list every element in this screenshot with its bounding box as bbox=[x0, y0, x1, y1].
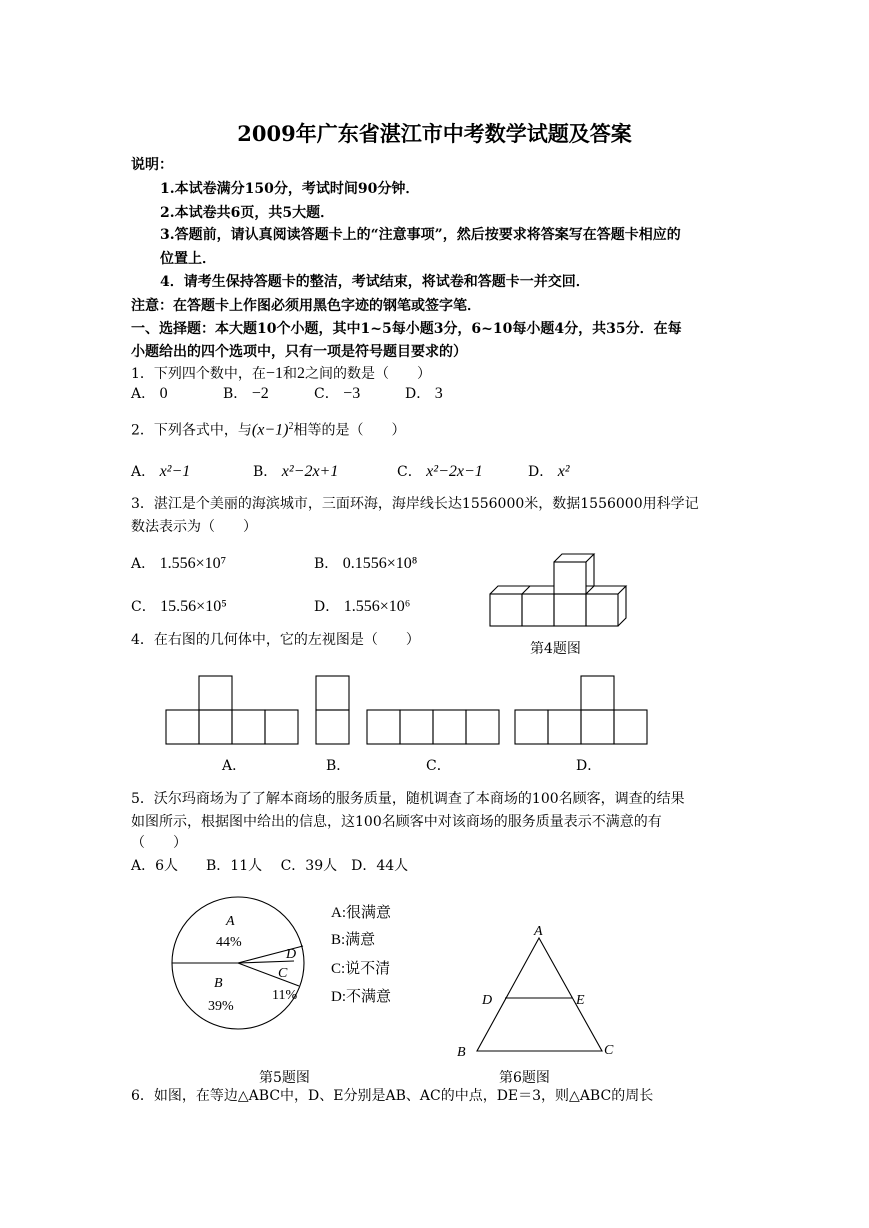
option-c bbox=[314, 385, 360, 403]
exponent: 2 bbox=[288, 421, 294, 432]
vertex-label-d: D bbox=[482, 993, 493, 1008]
option-label: B． bbox=[314, 556, 339, 572]
option-b bbox=[253, 463, 338, 481]
pie-chart bbox=[170, 898, 310, 1028]
option-label: A． bbox=[131, 556, 156, 572]
q4-label-b: B． bbox=[326, 758, 351, 774]
option-a bbox=[131, 385, 168, 403]
note-item: 2.本试卷共6页，共5大题． bbox=[160, 205, 335, 221]
q4-option-d-figure bbox=[514, 675, 648, 747]
option-label: A． bbox=[131, 464, 156, 480]
section-heading: 一、选择题：本大题10个小题，其中1~5每小题3分，6~10每小题4分，共35分．在每 bbox=[131, 321, 682, 337]
q6-triangle-figure bbox=[455, 920, 625, 1060]
option-a bbox=[131, 463, 190, 481]
q6-figure-caption: 第6题图 bbox=[499, 1070, 550, 1086]
option-value: 0.1556×10⁸ bbox=[342, 555, 418, 572]
option-c bbox=[397, 463, 483, 481]
stem-text: 之间的数是（ ） bbox=[304, 366, 431, 382]
slice-label-a: A bbox=[226, 914, 235, 929]
option-label: C． bbox=[314, 386, 339, 402]
question-5-options: A．6人 B．11人 C．39人 D．44人 bbox=[131, 858, 409, 874]
math-text: (x−1) bbox=[251, 421, 289, 439]
option-label: D． bbox=[405, 386, 431, 402]
stem-text: 相等的是（ ） bbox=[293, 422, 406, 439]
question-2-stem bbox=[131, 418, 405, 440]
math-text: −1 bbox=[265, 365, 283, 382]
slice-value-a: 44% bbox=[216, 935, 242, 950]
question-1-stem bbox=[131, 365, 431, 383]
note-item: 1.本试卷满分150分，考试时间90分钟． bbox=[160, 181, 420, 197]
option-value: −3 bbox=[343, 385, 361, 402]
slice-label-b: B bbox=[214, 976, 223, 991]
option-label: C． bbox=[397, 464, 422, 480]
legend-item-c: C:说不清 bbox=[331, 961, 391, 977]
option-value: 15.56×10⁵ bbox=[160, 598, 227, 615]
question-5-stem: 5．沃尔玛商场为了了解本商场的服务质量，随机调查了本商场的100名顾客，调查的结果 bbox=[131, 791, 685, 807]
pie-divider-cb bbox=[238, 963, 299, 986]
question-5-stem-cont: （ ） bbox=[131, 835, 187, 851]
vertex-label-c: C bbox=[604, 1043, 614, 1058]
stem-text: 和 bbox=[282, 366, 297, 382]
q4-option-b-figure bbox=[315, 675, 351, 747]
attention-note: 注意：在答题卡上作图必须用黑色字迹的钢笔或签字笔． bbox=[131, 298, 481, 314]
note-item: 4．请考生保持答题卡的整洁，考试结束，将试卷和答题卡一并交回． bbox=[160, 274, 590, 290]
option-value: x²−2x+1 bbox=[281, 463, 339, 480]
option-label: B． bbox=[253, 464, 278, 480]
option-value: x²−1 bbox=[159, 463, 191, 480]
vertex-label-b: B bbox=[457, 1045, 466, 1060]
q4-label-d: D． bbox=[576, 758, 602, 774]
option-d bbox=[405, 385, 443, 403]
vertex-label-e: E bbox=[576, 993, 585, 1008]
option-c bbox=[131, 598, 227, 616]
legend-item-b: B:满意 bbox=[331, 932, 376, 948]
stem-text: 1．下列四个数中，在 bbox=[131, 366, 266, 382]
question-4-stem: 4．在右图的几何体中，它的左视图是（ ） bbox=[131, 632, 420, 648]
q4-label-c: C． bbox=[426, 758, 451, 774]
option-label: D． bbox=[528, 464, 554, 480]
q4-solid-figure bbox=[488, 548, 636, 630]
note-item: 位置上． bbox=[160, 251, 216, 267]
slice-value-c: 11% bbox=[272, 988, 298, 1003]
option-d bbox=[314, 598, 410, 616]
legend-item-d: D:不满意 bbox=[331, 989, 392, 1005]
option-label: A． bbox=[131, 386, 156, 402]
vertex-label-a: A bbox=[534, 924, 543, 939]
option-d bbox=[528, 463, 570, 481]
slice-label-d: D bbox=[286, 947, 297, 962]
question-3-stem-cont: 数法表示为（ ） bbox=[131, 519, 257, 535]
option-label: D． bbox=[314, 599, 340, 615]
option-value: −2 bbox=[251, 385, 269, 402]
legend-item-a: A:很满意 bbox=[331, 905, 392, 921]
stem-text: 2．下列各式中，与 bbox=[131, 422, 252, 439]
slice-label-c: C bbox=[278, 966, 288, 981]
q4-option-a-figure bbox=[165, 675, 299, 747]
option-b bbox=[314, 555, 417, 573]
page-title: 2009年广东省湛江市中考数学试题及答案 bbox=[237, 121, 632, 146]
option-a bbox=[131, 555, 226, 573]
option-label: C． bbox=[131, 599, 156, 615]
option-value: x² bbox=[557, 463, 570, 480]
q4-figure-caption: 第4题图 bbox=[530, 641, 581, 657]
section-heading-cont: 小题给出的四个选项中，只有一项是符号题目要求的） bbox=[131, 344, 467, 360]
slice-value-b: 39% bbox=[208, 999, 234, 1014]
option-b bbox=[223, 385, 269, 403]
question-3-stem: 3．湛江是个美丽的海滨城市，三面环海，海岸线长达1556000米，数据1556000用科学记 bbox=[131, 496, 699, 512]
q5-figure-caption: 第5题图 bbox=[259, 1070, 310, 1086]
notes-heading: 说明： bbox=[131, 157, 173, 173]
option-value: 0 bbox=[159, 385, 168, 402]
note-item: 3.答题前，请认真阅读答题卡上的“注意事项”，然后按要求将答案写在答题卡相应的 bbox=[160, 227, 681, 243]
option-value: 1.556×10⁷ bbox=[159, 555, 227, 572]
math-text: 2 bbox=[296, 365, 305, 382]
option-value: x²−2x−1 bbox=[426, 463, 483, 480]
question-5-stem-cont: 如图所示，根据图中给出的信息，这100名顾客中对该商场的服务质量表示不满意的有 bbox=[131, 814, 662, 830]
q4-label-a: A． bbox=[222, 758, 247, 774]
q4-option-c-figure bbox=[366, 675, 500, 747]
option-value: 1.556×10⁶ bbox=[343, 598, 411, 615]
option-label: B． bbox=[223, 386, 248, 402]
question-6-stem: 6．如图，在等边△ABC中，D、E分别是AB、AC的中点，DE＝3，则△ABC的周长 bbox=[131, 1088, 654, 1104]
option-value: 3 bbox=[434, 385, 443, 402]
